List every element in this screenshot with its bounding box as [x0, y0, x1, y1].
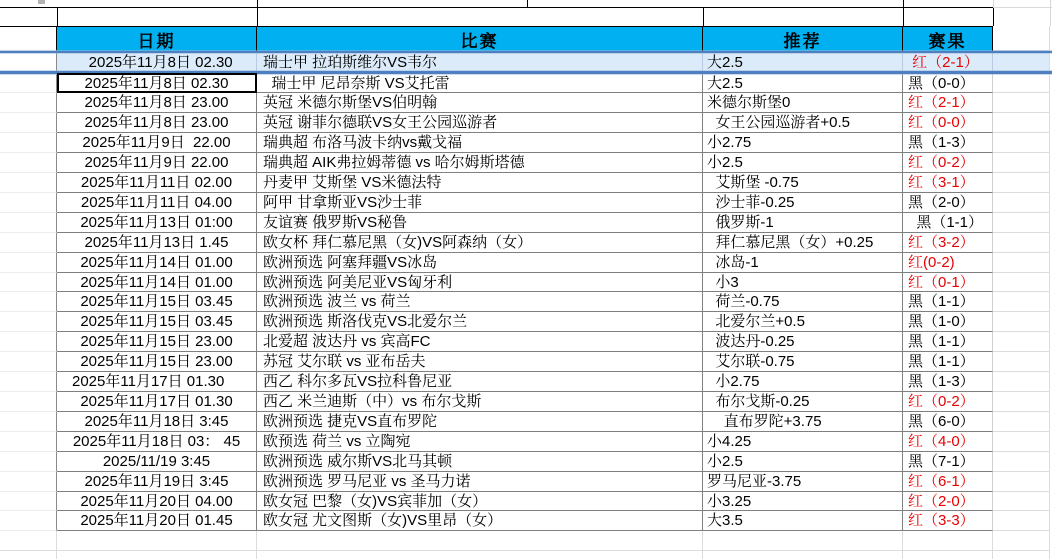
cell-match[interactable]: 英冠 谢菲尔德联VS女王公园巡游者 [257, 113, 703, 133]
cell-recommend[interactable]: 艾斯堡 -0.75 [703, 173, 903, 193]
header-cell-result[interactable]: 赛果 [903, 26, 993, 51]
cell-result[interactable]: 黑（7-1） [903, 452, 993, 472]
row-margin-cell[interactable] [0, 472, 57, 492]
cell-recommend[interactable]: 拜仁慕尼黑（女）+0.25 [703, 233, 903, 253]
row-margin-cell[interactable] [0, 213, 57, 233]
scroll-notch [38, 0, 45, 4]
table-row [0, 332, 1052, 352]
active-cell-outline [57, 73, 257, 93]
table-row [0, 292, 1052, 312]
cell-match[interactable]: 欧洲预选 阿美尼亚VS匈牙利 [257, 273, 703, 293]
cell-result[interactable]: 红（2-1） [903, 53, 993, 71]
row-margin-cell[interactable] [0, 153, 57, 173]
cell-result[interactable]: 黑（1-1） [903, 213, 993, 233]
cell-recommend[interactable]: 直布罗陀+3.75 [703, 412, 903, 432]
cell-date[interactable]: 2025年11月13日 1.45 [57, 233, 257, 253]
cell-date[interactable]: 2025年11月18日 03： 45 [57, 432, 257, 452]
cell-match[interactable]: 西乙 科尔多瓦VS拉科鲁尼亚 [257, 372, 703, 392]
cell-date[interactable]: 2025年11月9日 22.00 [57, 133, 257, 153]
row-margin-cell[interactable] [0, 74, 57, 94]
cell-result[interactable]: 黑（1-1） [903, 352, 993, 372]
row-filler-cell[interactable] [993, 452, 1050, 472]
empty-row-above-header[interactable] [0, 8, 1052, 26]
cell-result[interactable]: 红（0-2） [903, 392, 993, 412]
cell-match[interactable]: 欧女杯 拜仁慕尼黑（女)VS阿森纳（女） [257, 233, 703, 253]
cell-recommend[interactable]: 俄罗斯-1 [703, 213, 903, 233]
cell-recommend[interactable]: 小3.25 [703, 492, 903, 512]
table-row [0, 93, 1052, 113]
row-margin-cell[interactable] [0, 511, 57, 531]
row-margin-cell[interactable] [0, 392, 57, 412]
cell-result[interactable]: 红（0-0） [903, 113, 993, 133]
row-margin-cell[interactable] [0, 93, 57, 113]
cell-recommend[interactable]: 罗马尼亚-3.75 [703, 472, 903, 492]
row-filler-cell[interactable] [993, 53, 1050, 71]
cell-recommend[interactable]: 大2.5 [703, 74, 903, 94]
table-row [0, 113, 1052, 133]
row-filler-cell[interactable] [993, 492, 1050, 512]
cell-match[interactable]: 友谊赛 俄罗斯VS秘鲁 [257, 213, 703, 233]
cell-recommend[interactable]: 大3.5 [703, 511, 903, 531]
header-cell-date[interactable]: 日期 [57, 26, 257, 51]
cell-date[interactable]: 2025/11/19 3:45 [57, 452, 257, 472]
cell-recommend[interactable]: 沙士菲-0.25 [703, 193, 903, 213]
header-cell-recommend[interactable]: 推荐 [703, 26, 903, 51]
cell-date[interactable]: 2025年11月8日 23.00 [57, 93, 257, 113]
row-filler-cell[interactable] [993, 432, 1050, 452]
cell-date[interactable]: 2025年11月15日 23.00 [57, 352, 257, 372]
cell-recommend[interactable]: 北爱尔兰+0.5 [703, 312, 903, 332]
cell-match[interactable]: 瑞典超 AIK弗拉姆蒂德 vs 哈尔姆斯塔德 [257, 153, 703, 173]
cell-date[interactable]: 2025年11月18日 3:45 [57, 412, 257, 432]
top-partial-row [0, 0, 1052, 8]
cell-recommend[interactable]: 小2.5 [703, 153, 903, 173]
cell-recommend[interactable]: 大2.5 [703, 53, 903, 71]
cell-match[interactable]: 瑞士甲 尼昂奈斯 VS艾托雷 [257, 74, 703, 94]
cell-result[interactable]: 红（3-1） [903, 173, 993, 193]
table-row [0, 193, 1052, 213]
row-filler-cell[interactable] [993, 412, 1050, 432]
header-cell-match[interactable]: 比赛 [257, 26, 703, 51]
table-row [0, 273, 1052, 293]
table-row [0, 233, 1052, 253]
cell-date[interactable]: 2025年11月20日 04.00 [57, 492, 257, 512]
cell-recommend[interactable]: 女王公园巡游者+0.5 [703, 113, 903, 133]
row-filler-cell[interactable] [993, 193, 1050, 213]
cell-match[interactable]: 欧女冠 巴黎（女)VS宾菲加（女） [257, 492, 703, 512]
row-filler-cell[interactable] [993, 352, 1050, 372]
cell-result[interactable]: 红（2-0） [903, 492, 993, 512]
row-filler-cell[interactable] [993, 472, 1050, 492]
table-row [0, 153, 1052, 173]
table-row [0, 213, 1052, 233]
row-margin-cell[interactable] [0, 133, 57, 153]
cell-result[interactable]: 红（4-0） [903, 432, 993, 452]
cell-result[interactable]: 黑（1-3） [903, 372, 993, 392]
row-margin-cell[interactable] [0, 173, 57, 193]
row-margin-cell[interactable] [0, 233, 57, 253]
cell-recommend[interactable]: 小4.25 [703, 432, 903, 452]
row-margin-cell[interactable] [0, 492, 57, 512]
cell-date[interactable]: 2025年11月17日 01.30 [57, 392, 257, 412]
table-row [0, 53, 1052, 71]
cell-result[interactable]: 黑（1-1） [903, 332, 993, 352]
row-filler-cell[interactable] [993, 332, 1050, 352]
cell-date[interactable]: 2025年11月15日 03.45 [57, 292, 257, 312]
row-filler-cell[interactable] [993, 213, 1050, 233]
cell-date[interactable]: 2025年11月8日 02.30 [57, 74, 257, 94]
table-row [0, 432, 1052, 452]
table-row [0, 392, 1052, 412]
table-row [0, 472, 1052, 492]
cell-date[interactable]: 2025年11月9日 22.00 [57, 153, 257, 173]
row-filler-cell[interactable] [993, 113, 1050, 133]
row-margin-cell[interactable] [0, 372, 57, 392]
cell-recommend[interactable]: 布尔戈斯-0.25 [703, 392, 903, 412]
row-filler-cell[interactable] [993, 233, 1050, 253]
row-filler-cell[interactable] [993, 511, 1050, 531]
cell-date[interactable]: 2025年11月11日 02.00 [57, 173, 257, 193]
cell-date[interactable]: 2025年11月14日 01.00 [57, 253, 257, 273]
cell-match[interactable]: 北爱超 波达丹 vs 宾高FC [257, 332, 703, 352]
row-filler-cell[interactable] [993, 273, 1050, 293]
cell-recommend[interactable]: 小2.75 [703, 372, 903, 392]
cell-match[interactable]: 欧洲预选 波兰 vs 荷兰 [257, 292, 703, 312]
cell-recommend[interactable]: 荷兰-0.75 [703, 292, 903, 312]
row-margin-cell[interactable] [0, 352, 57, 372]
row-margin-cell[interactable] [0, 312, 57, 332]
table-row [0, 492, 1052, 512]
cell-date[interactable]: 2025年11月8日 02.30 [57, 53, 257, 71]
row-margin-cell[interactable] [0, 432, 57, 452]
cell-result[interactable]: 黑（6-0） [903, 412, 993, 432]
cell-match[interactable]: 欧洲预选 捷克VS直布罗陀 [257, 412, 703, 432]
cell-date[interactable]: 2025年11月11日 04.00 [57, 193, 257, 213]
row-filler-cell[interactable] [993, 292, 1050, 312]
row-filler-cell[interactable] [993, 153, 1050, 173]
cell-recommend[interactable]: 冰岛-1 [703, 253, 903, 273]
cell-date[interactable]: 2025年11月15日 03.45 [57, 312, 257, 332]
cell-result[interactable]: 红（2-1） [903, 93, 993, 113]
row-filler-cell[interactable] [993, 372, 1050, 392]
table-row [0, 372, 1052, 392]
row-margin-cell[interactable] [0, 332, 57, 352]
cell-recommend[interactable]: 米德尔斯堡0 [703, 93, 903, 113]
row-margin-cell[interactable] [0, 292, 57, 312]
cell-match[interactable]: 欧女冠 尤文图斯（女)VS里昂（女） [257, 511, 703, 531]
cell-recommend[interactable]: 小3 [703, 273, 903, 293]
header-margin-cell[interactable] [0, 26, 57, 51]
cell-result[interactable]: 黑（1-1） [903, 292, 993, 312]
row-filler-cell[interactable] [993, 173, 1050, 193]
cell-date[interactable]: 2025年11月20日 01.45 [57, 511, 257, 531]
row-margin-cell[interactable] [0, 193, 57, 213]
cell-date[interactable]: 2025年11月13日 01:00 [57, 213, 257, 233]
cell-match[interactable]: 瑞士甲 拉珀斯维尔VS韦尔 [257, 53, 703, 71]
table-row [0, 173, 1052, 193]
cell-match[interactable]: 欧洲预选 斯洛伐克VS北爱尔兰 [257, 312, 703, 332]
cell-match[interactable]: 瑞典超 布洛马波卡纳vs戴戈福 [257, 133, 703, 153]
table-row [0, 352, 1052, 372]
cell-date[interactable]: 2025年11月8日 23.00 [57, 113, 257, 133]
cell-result[interactable]: 红（3-3） [903, 511, 993, 531]
cell-recommend[interactable]: 小2.5 [703, 452, 903, 472]
cell-result[interactable]: 黑（0-0） [903, 74, 993, 94]
cell-recommend[interactable]: 艾尔联-0.75 [703, 352, 903, 372]
cell-result[interactable]: 红（0-1） [903, 273, 993, 293]
row-filler-cell[interactable] [993, 392, 1050, 412]
table-row [0, 412, 1052, 432]
area-below-table [0, 531, 1052, 559]
row-margin-cell[interactable] [0, 53, 57, 71]
cell-match[interactable]: 丹麦甲 艾斯堡 VS米德法特 [257, 173, 703, 193]
row-margin-cell[interactable] [0, 412, 57, 432]
cell-result[interactable]: 黑（1-3） [903, 133, 993, 153]
row-filler-cell[interactable] [993, 312, 1050, 332]
table-header-row [0, 26, 1052, 51]
table-row [0, 511, 1052, 531]
row-filler-cell[interactable] [993, 133, 1050, 153]
row-filler-cell[interactable] [993, 74, 1050, 94]
cell-match[interactable]: 阿甲 甘拿斯亚VS沙士菲 [257, 193, 703, 213]
cell-result[interactable]: 红(0-2) [903, 253, 993, 273]
row-margin-cell[interactable] [0, 273, 57, 293]
cell-match[interactable]: 欧洲预选 阿塞拜疆VS冰岛 [257, 253, 703, 273]
header-filler-cell[interactable] [993, 26, 1050, 51]
cell-match[interactable]: 英冠 米德尔斯堡VS伯明翰 [257, 93, 703, 113]
cell-result[interactable]: 红（6-1） [903, 472, 993, 492]
cell-result[interactable]: 红（0-2） [903, 153, 993, 173]
cell-result[interactable]: 红（3-2） [903, 233, 993, 253]
row-margin-cell[interactable] [0, 253, 57, 273]
table-row [0, 133, 1052, 153]
row-margin-cell[interactable] [0, 113, 57, 133]
cell-result[interactable]: 黑（2-0） [903, 193, 993, 213]
cell-date[interactable]: 2025年11月15日 23.00 [57, 332, 257, 352]
cell-match[interactable]: 西乙 米兰迪斯（中）vs 布尔戈斯 [257, 392, 703, 412]
table-row [0, 452, 1052, 472]
cell-result[interactable]: 黑（1-0） [903, 312, 993, 332]
cell-recommend[interactable]: 小2.75 [703, 133, 903, 153]
table-body [0, 53, 1052, 531]
cell-match[interactable]: 欧洲预选 罗马尼亚 vs 圣马力诺 [257, 472, 703, 492]
row-margin-cell[interactable] [0, 452, 57, 472]
table-row [0, 312, 1052, 332]
cell-match[interactable]: 苏冠 艾尔联 vs 亚布岳夫 [257, 352, 703, 372]
cell-date[interactable]: 2025年11月14日 01.00 [57, 273, 257, 293]
cell-match[interactable]: 欧洲预选 威尔斯VS北马其顿 [257, 452, 703, 472]
row-filler-cell[interactable] [993, 93, 1050, 113]
cell-recommend[interactable]: 波达丹-0.25 [703, 332, 903, 352]
cell-date[interactable]: 2025年11月19日 3:45 [57, 472, 257, 492]
cell-match[interactable]: 欧预选 荷兰 vs 立陶宛 [257, 432, 703, 452]
row-filler-cell[interactable] [993, 253, 1050, 273]
table-row [0, 253, 1052, 273]
cell-date[interactable]: 2025年11月17日 01.30 [57, 372, 257, 392]
selection-border-top [0, 51, 1052, 54]
